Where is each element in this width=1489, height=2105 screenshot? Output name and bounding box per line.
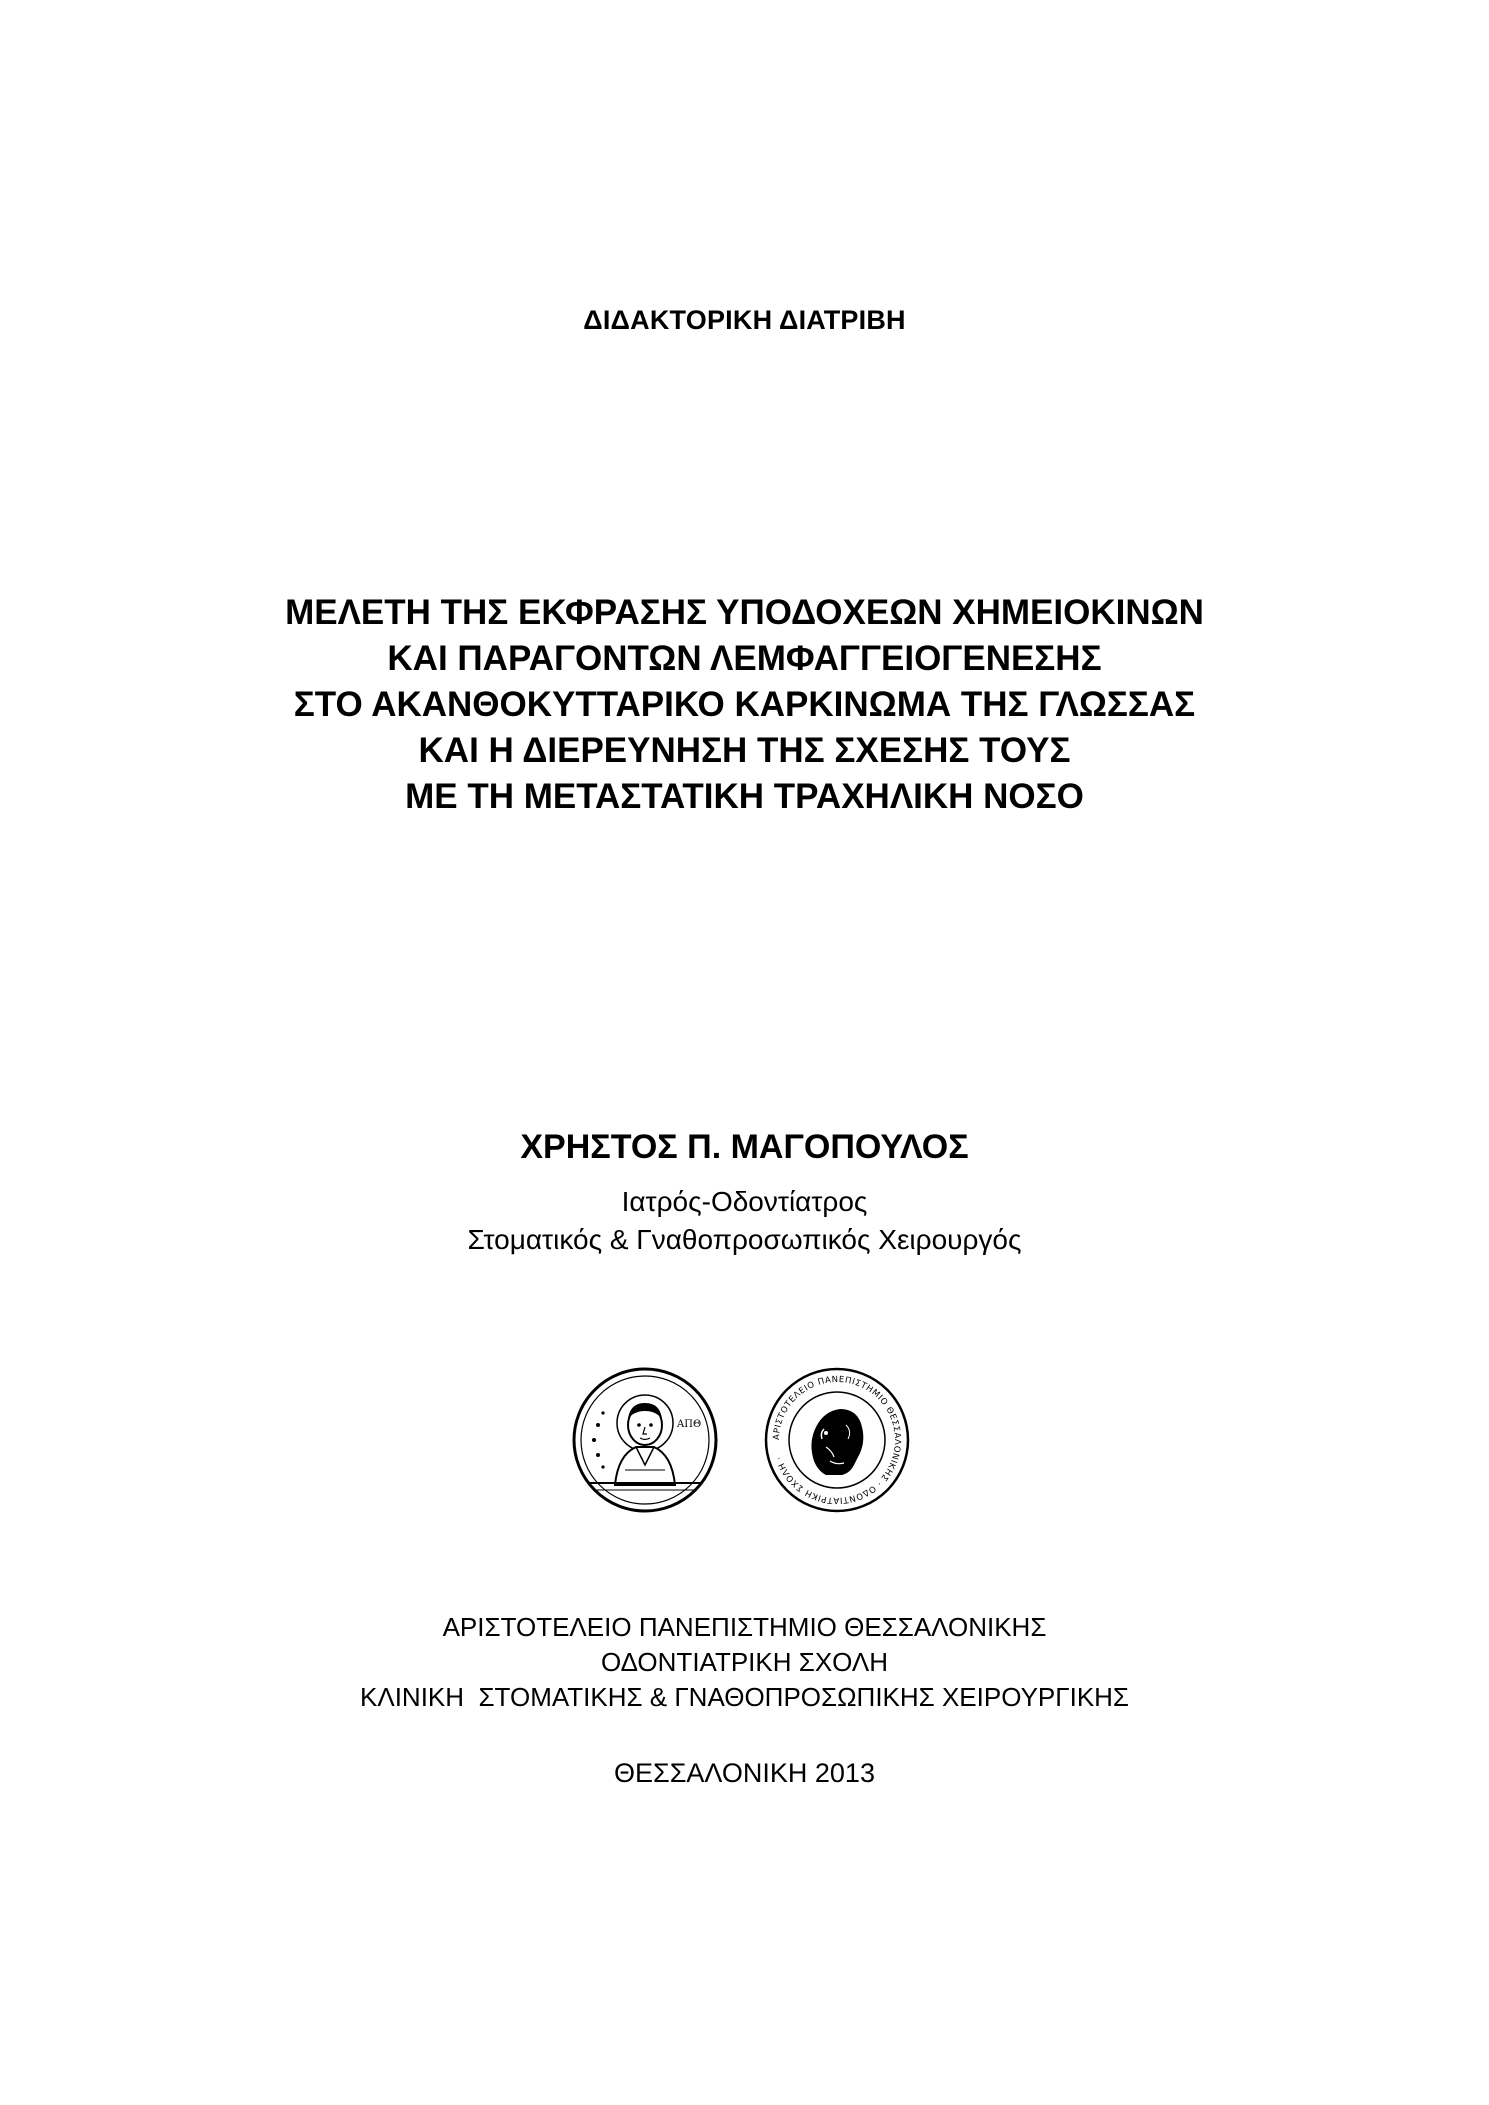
author-roles: [0, 1183, 1489, 1259]
author-role-2: Στοματικός & Γναθοπροσωπικός Χειρουργός: [467, 1224, 1022, 1255]
seal-letters: ΑΠΘ: [677, 1419, 702, 1430]
author-role-1: Ιατρός-Οδοντίατρος: [621, 1186, 868, 1217]
seal-ring-text: ΑΡΙΣΤΟΤΕΛΕΙΟ ΠΑΝΕΠΙΣΤΗΜΙΟ ΘΕΣΣΑΛΟΝΙΚΗΣ · ΟΔΟΝΤΙΑΤΡΙΚΗ ΣΧΟΛΗ ·: [771, 1374, 903, 1506]
title-line-3: ΣΤΟ ΑΚΑΝΘΟΚΥΤΤΑΡΙΚΟ ΚΑΡΚΙΝΩΜΑ ΤΗΣ ΓΛΩΣΣΑΣ: [293, 685, 1196, 724]
dental-school-seal-icon: [762, 1365, 912, 1515]
thesis-title: [0, 590, 1489, 820]
title-line-2: ΚΑΙ ΠΑΡΑΓΟΝΤΩΝ ΛΕΜΦΑΓΓΕΙΟΓΕΝΕΣΗΣ: [387, 639, 1102, 678]
institution-school: ΟΔΟΝΤΙΑΤΡΙΚΗ ΣΧΟΛΗ: [600, 1647, 889, 1677]
institution-university: ΑΡΙΣΤΟΤΕΛΕΙΟ ΠΑΝΕΠΙΣΤΗΜΙΟ ΘΕΣΣΑΛΟΝΙΚΗΣ: [442, 1612, 1047, 1642]
institution-clinic: ΚΛΙΝΙΚΗ ΣΤΟΜΑΤΙΚΗΣ & ΓΝΑΘΟΠΡΟΣΩΠΙΚΗΣ ΧΕΙΡΟΥΡΓΙΚΗΣ: [359, 1682, 1130, 1712]
university-seal-icon: [570, 1365, 720, 1515]
author-name: ΧΡΗΣΤΟΣ Π. ΜΑΓΟΠΟΥΛΟΣ: [520, 1128, 969, 1166]
institution-block: [0, 1610, 1489, 1715]
document-type-label: ΔΙΔΑΚΤΟΡΙΚΗ ΔΙΑΤΡΙΒΗ: [583, 305, 906, 335]
title-line-1: ΜΕΛΕΤΗ ΤΗΣ ΕΚΦΡΑΣΗΣ ΥΠΟΔΟΧΕΩΝ ΧΗΜΕΙΟΚΙΝΩΝ: [285, 593, 1204, 632]
title-line-4: ΚΑΙ Η ΔΙΕΡΕΥΝΗΣΗ ΤΗΣ ΣΧΕΣΗΣ ΤΟΥΣ: [418, 731, 1071, 770]
title-line-5: ΜΕ ΤΗ ΜΕΤΑΣΤΑΤΙΚΗ ΤΡΑΧΗΛΙΚΗ ΝΟΣΟ: [405, 777, 1084, 816]
seals-row: [0, 1365, 1489, 1525]
city-year: ΘΕΣΣΑΛΟΝΙΚΗ 2013: [614, 1758, 875, 1788]
